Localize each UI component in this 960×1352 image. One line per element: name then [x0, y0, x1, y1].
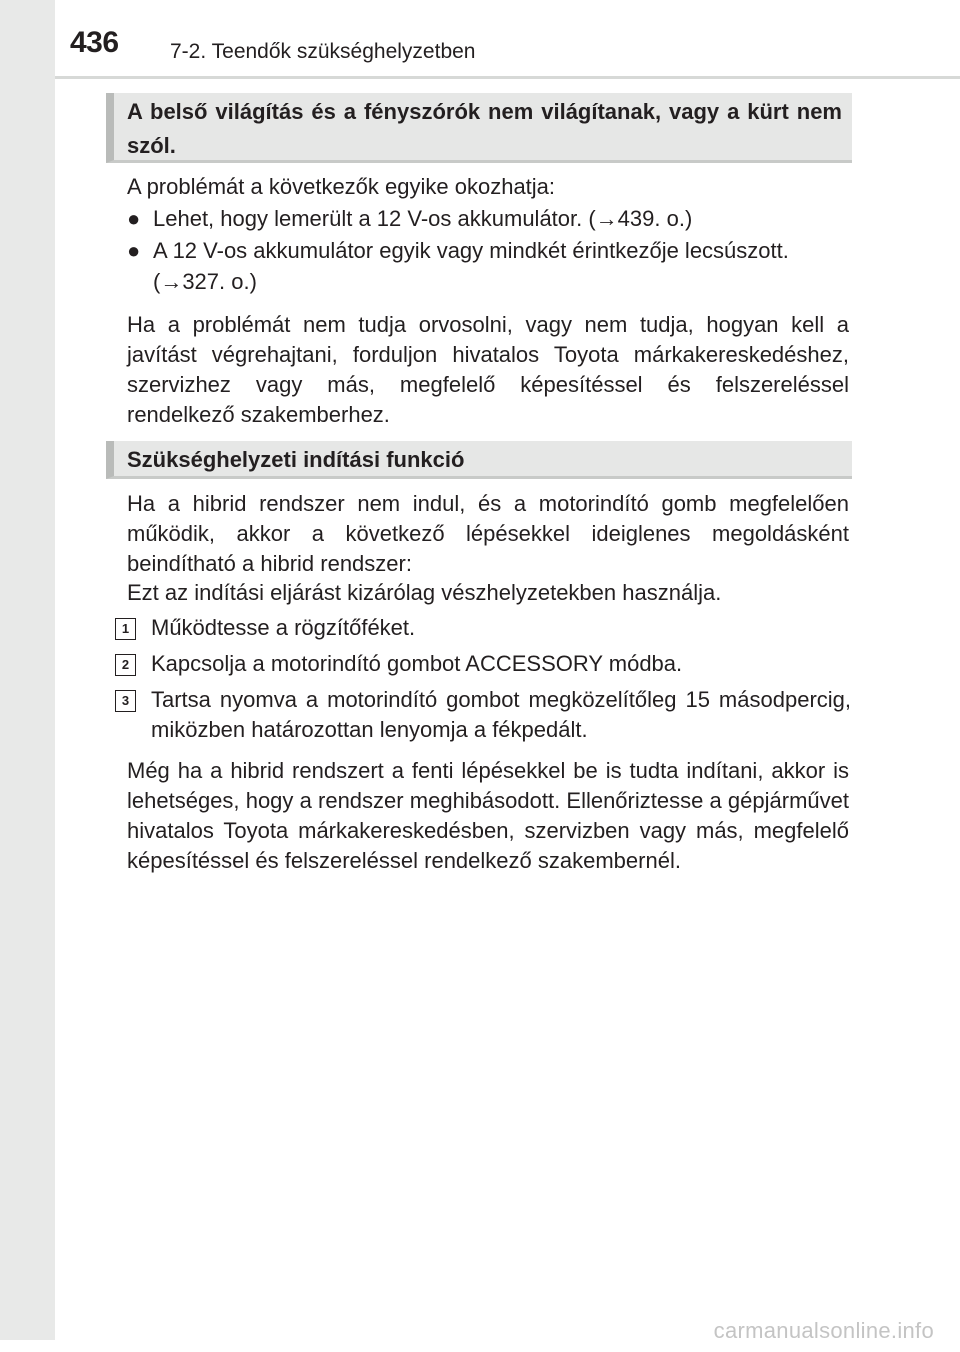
step-3-text: Tartsa nyomva a motorindító gombot megközelítőleg 15 másodpercig, miközben határozottan lenyomja a fékpedált. [151, 687, 851, 742]
step-1-text: Működtesse a rögzítőféket. [151, 615, 416, 640]
step-number-3: 3 [115, 690, 136, 712]
chapter-title: 7-2. Teendők szükséghelyzetben [170, 40, 476, 63]
section2-note: Ezt az indítási eljárást kizárólag vészhelyzetekben használja. [127, 580, 722, 605]
watermark: carmanualsonline.info [713, 1318, 934, 1343]
bullet-terminals-loose: A 12 V-os akkumulátor egyik vagy mindkét érintkezője lecsúszott. [153, 238, 789, 263]
bullet-terminals-ref: (→327. o.) [153, 269, 257, 294]
section2-closing: Még ha a hibrid rendszert a fenti lépésekkel be is tudta indítani, akkor is lehetséges, hogy a rendszer meghibásodott. Ellenőriztesse a gépjárművet hivatalos Toyota márkakereskedésben, szervizben vagy más, megfelelő képesítéssel és felszereléssel rendelkező szakembernél. [127, 758, 849, 873]
section1-paragraph: Ha a problémát nem tudja orvosolni, vagy nem tudja, hogyan kell a javítást végrehajtani, forduljon hivatalos Toyota márkakereskedéshez, szervizhez vagy más, megfelelő képesítéssel és felszereléssel rendelkező szakemberhez. [127, 312, 849, 427]
step-2-text: Kapcsolja a motorindító gombot ACCESSORY módba. [151, 651, 683, 676]
page-number: 436 [70, 26, 119, 59]
section1-intro: A problémát a következők egyike okozhatja: [127, 174, 556, 199]
section-heading-lights-horn: A belső világítás és a fényszórók nem világítanak, vagy a kürt nem szól. [106, 93, 852, 163]
header-divider [55, 76, 960, 79]
page-side-tab [0, 0, 55, 1340]
bullet-battery-discharged: Lehet, hogy lemerült a 12 V-os akkumulátor. (→439. o.) [153, 206, 693, 231]
section2-intro: Ha a hibrid rendszer nem indul, és a motorindító gomb megfelelően működik, akkor a következő lépésekkel ideiglenes megoldásként beindítható a hibrid rendszer: [127, 491, 849, 576]
section-heading-emergency-start: Szükséghelyzeti indítási funkció [106, 441, 852, 479]
bullet-icon: ● [127, 206, 141, 231]
bullet-icon: ● [127, 238, 141, 263]
step-number-2: 2 [115, 654, 136, 676]
step-number-1: 1 [115, 618, 136, 640]
